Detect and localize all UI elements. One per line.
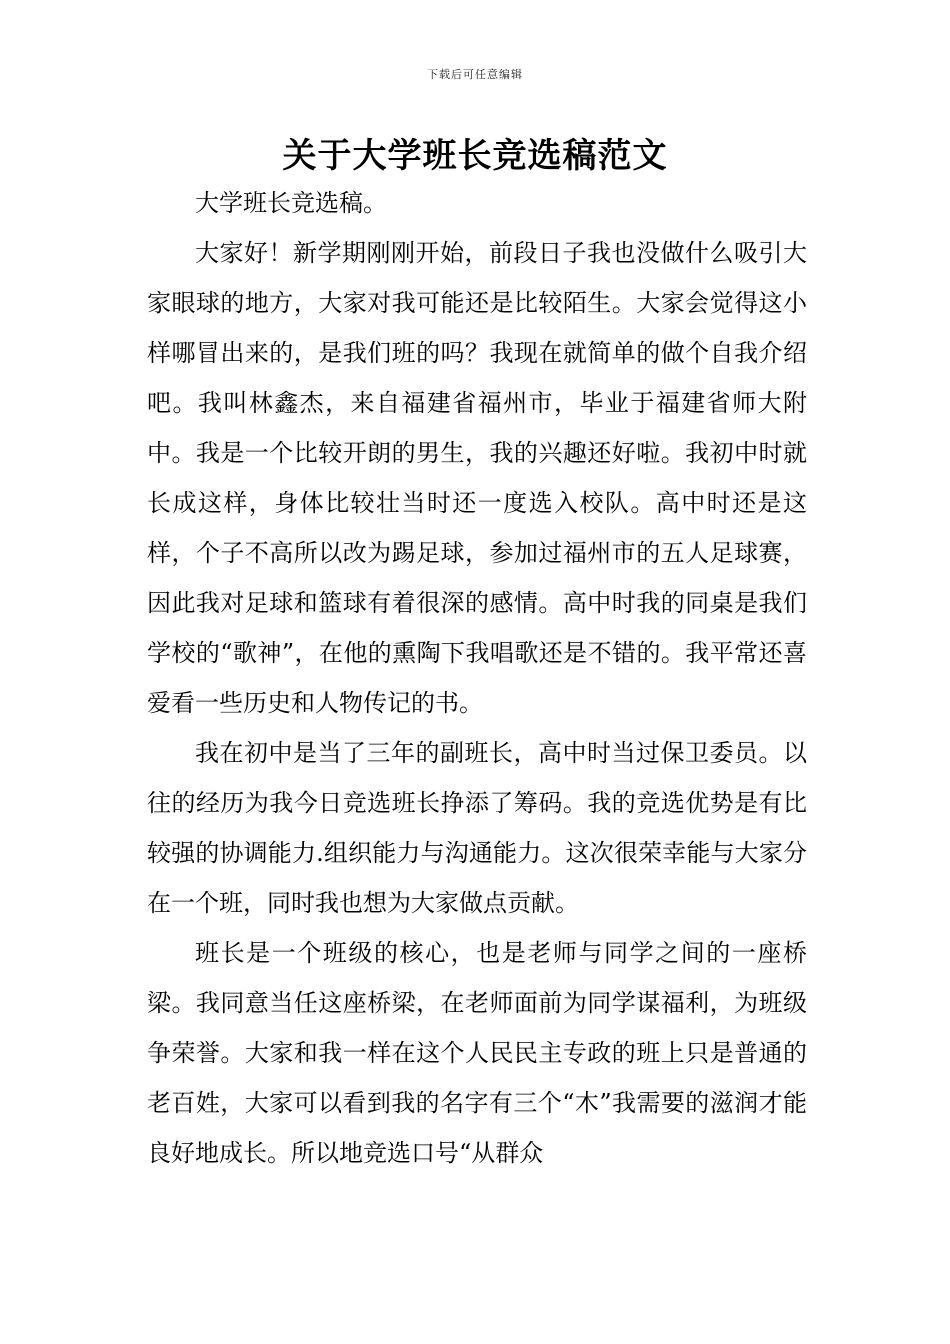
paragraph-role-of-monitor: 班长是一个班级的核心，也是老师与同学之间的一座桥梁。我同意当任这座桥梁，在老师面前为同学谋福利，为班级争荣誉。大家和我一样在这个人民民主专政的班上只是普通的老百姓，大家可以看到我的名字有三个“木”我需要的滋润才能良好地成长。所以地竞选口号“从群众 bbox=[147, 939, 807, 1167]
paragraph-self-introduction: 大家好！新学期刚刚开始，前段日子我也没做什么吸引大家眼球的地方，大家对我可能还是比较陌生。大家会觉得这小样哪冒出来的，是我们班的吗？我现在就简单的做个自我介绍吧。我叫林鑫杰，来自福建省福州市，毕业于福建省师大附中。我是一个比较开朗的男生，我的兴趣还好啦。我初中时就长成这样，身体比较壮当时还一度选入校队。高中时还是这样，个子不高所以改为踢足球，参加过福州市的五人足球赛，因此我对足球和篮球有着很深的感情。高中时我的同桌是我们学校的“歌神”，在他的熏陶下我唱歌还是不错的。我平常还喜爱看一些历史和人物传记的书。 bbox=[147, 239, 807, 717]
paragraph-experience: 我在初中是当了三年的副班长，高中时当过保卫委员。以往的经历为我今日竞选班长挣添了筹码。我的竞选优势是有比较强的协调能力.组织能力与沟通能力。这次很荣幸能与大家分在一个班，同时我也想为大家做点贡献。 bbox=[147, 739, 807, 917]
document-title: 关于大学班长竞选稿范文 bbox=[282, 136, 668, 176]
paragraph-intro: 大学班长竞选稿。 bbox=[195, 189, 387, 217]
document-body bbox=[147, 178, 807, 1178]
header-note: 下载后可任意编辑 bbox=[427, 68, 523, 81]
